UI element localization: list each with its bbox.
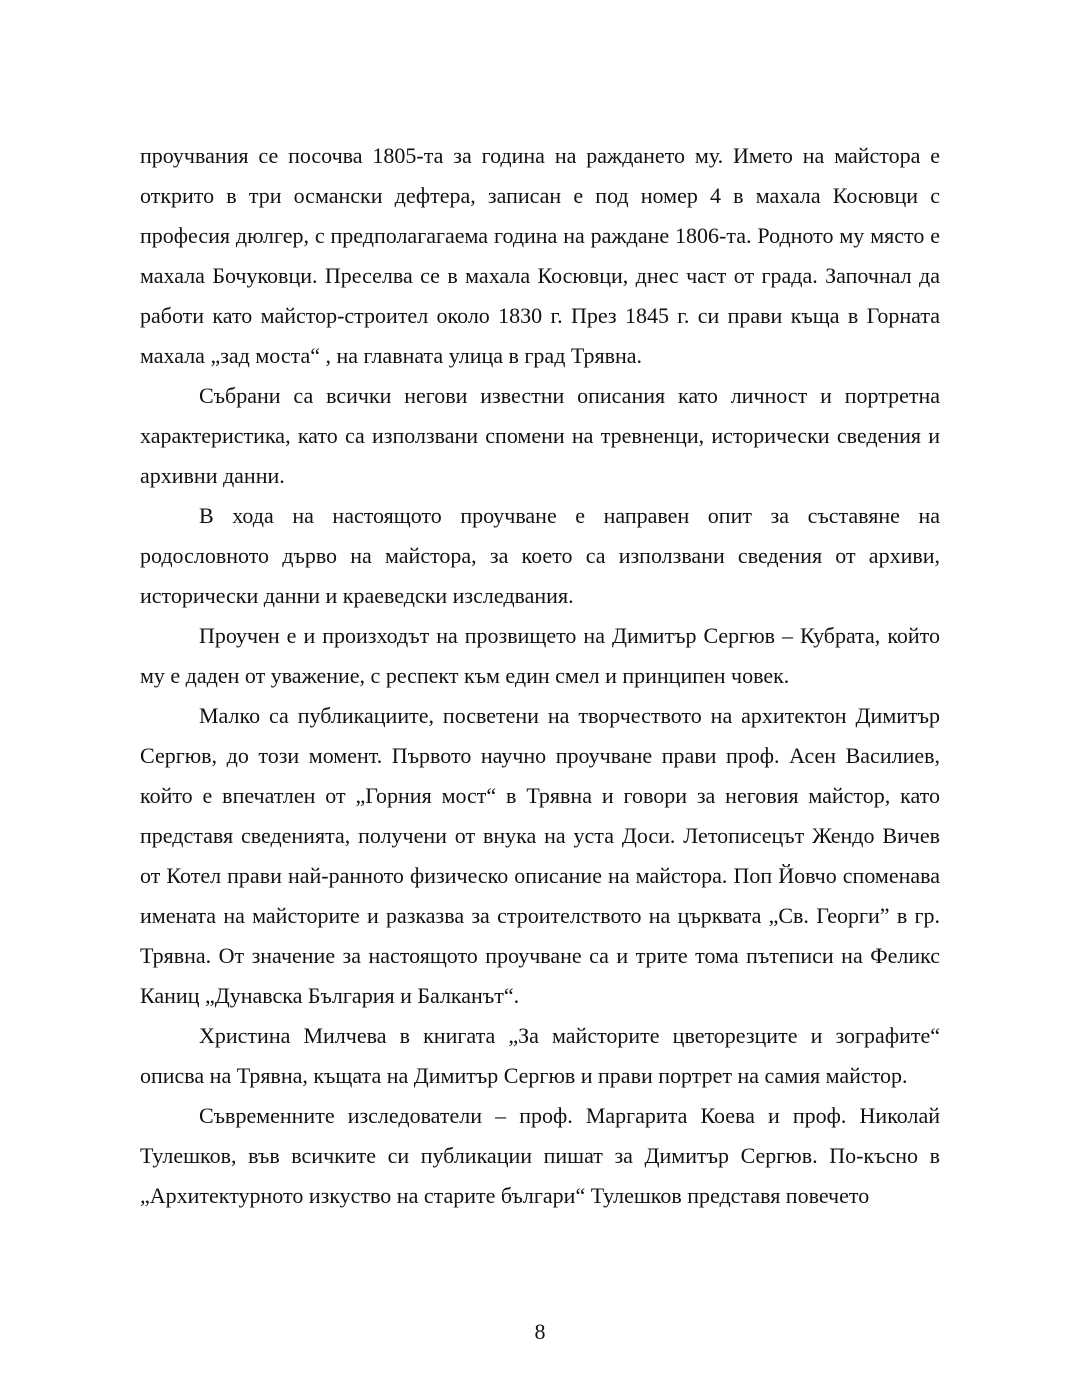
paragraph-3: В хода на настоящото проучване е направен опит за съставяне на родословното дърво на майстора, за което са използвани сведения от архиви, исторически данни и краеведски изследвания. xyxy=(140,503,940,608)
paragraph-6: Христина Милчева в книгата „За майсторите цветорезците и зографите“ описва на Трявна, къщата на Димитър Сергюв и прави портрет на самия майстор. xyxy=(140,1023,940,1088)
paragraph-2: Събрани са всички негови известни описания като личност и портретна характеристика, като са използвани спомени на тревненци, исторически сведения и архивни данни. xyxy=(140,383,940,488)
paragraph-5: Малко са публикациите, посветени на творчеството на архитектон Димитър Сергюв, до този момент. Първото научно проучване прави проф. Асен Василиев, който е впечатлен от „Горния мост“ в Трявна и говори за неговия майстор, като представя сведенията, получени от внука на уста Доси. Летописецът Жендо Вичев от Котел прави най-ранното физическо описание на майстора. Поп Йовчо споменава имената на майсторите и разказва за строителството на църквата „Св. Георги” в гр. Трявна. От значение за настоящото проучване са и трите тома пътеписи на Феликс Каниц „Дунавска България и Балканът“. xyxy=(140,703,940,1008)
body-text xyxy=(140,136,940,1216)
paragraph-1: проучвания се посочва 1805-та за година на раждането му. Името на майстора е открито в три османски дефтера, записан е под номер 4 в махала Косювци с професия дюлгер, с предполагагаема година на раждане 1806-та. Родното му място е махала Бочуковци. Преселва се в махала Косювци, днес част от града. Започнал да работи като майстор-строител около 1830 г. През 1845 г. си прави къща в Горната махала „зад моста“ , на главната улица в град Трявна. xyxy=(140,143,940,368)
paragraph-4: Проучен е и произходът на прозвището на Димитър Сергюв – Кубрата, който му е даден от уважение, с респект към един смел и принципен човек. xyxy=(140,623,940,688)
paragraph-7: Съвременните изследователи – проф. Маргарита Коева и проф. Николай Тулешков, във всичките си публикации пишат за Димитър Сергюв. По-късно в „Архитектурното изкуство на старите българи“ Тулешков представя повечето xyxy=(140,1103,940,1208)
page-number: 8 xyxy=(534,1319,546,1344)
